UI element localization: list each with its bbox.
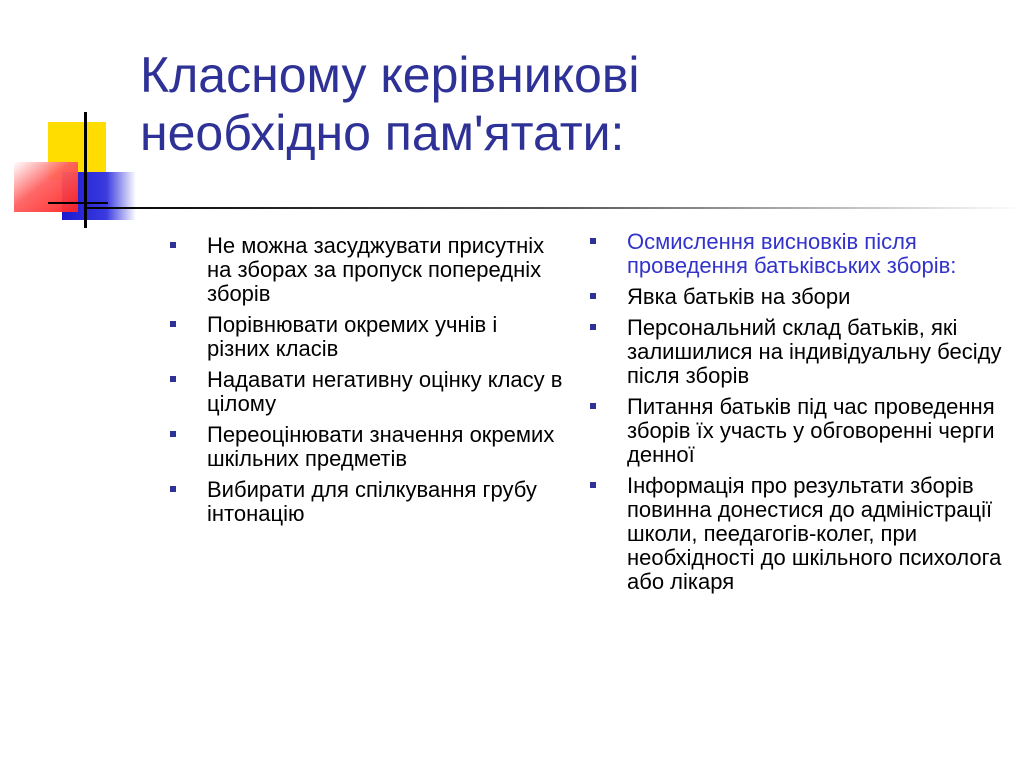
square-bullet-icon: [170, 242, 176, 248]
list-item: Переоцінювати значення окремих шкільних предметів: [165, 423, 565, 471]
decor-vertical-line: [84, 112, 87, 228]
list-item: Інформація про результати зборів повинна донестися до адміністрації школи, пеедагогів-колег, при необхідності до шкільного психолога або лікаря: [585, 474, 1005, 594]
square-bullet-icon: [170, 376, 176, 382]
title-line-2: необхідно пам'ятати:: [140, 105, 625, 161]
list-item-heading: Осмислення висновків після проведення батьківських зборів:: [585, 230, 1005, 278]
list-item: Явка батьків на збори: [585, 285, 1005, 309]
list-item: Не можна засуджувати присутніх на зборах за пропуск попередніх зборів: [165, 234, 565, 306]
title-line-1: Класному керівникові: [140, 47, 640, 103]
square-bullet-icon: [170, 431, 176, 437]
list-item: Порівнювати окремих учнів і різних класів: [165, 313, 565, 361]
left-bullet-list: [165, 234, 565, 533]
square-bullet-icon: [590, 482, 596, 488]
decor-short-line: [48, 202, 108, 204]
square-bullet-icon: [590, 293, 596, 299]
list-item: Вибирати для спілкування грубу інтонацію: [165, 478, 565, 526]
right-bullet-list: [585, 230, 1005, 601]
decor-red-square: [14, 162, 78, 212]
list-item: Персональний склад батьків, які залишилися на індивідуальну бесіду після зборів: [585, 316, 1005, 388]
list-item: Надавати негативну оцінку класу в цілому: [165, 368, 565, 416]
square-bullet-icon: [170, 321, 176, 327]
slide-title: [140, 46, 1000, 162]
decor-horizontal-line: [84, 207, 1024, 209]
list-item: Питання батьків під час проведення зборів їх участь у обговоренні черги денної: [585, 395, 1005, 467]
square-bullet-icon: [170, 486, 176, 492]
square-bullet-icon: [590, 403, 596, 409]
square-bullet-icon: [590, 238, 596, 244]
square-bullet-icon: [590, 324, 596, 330]
